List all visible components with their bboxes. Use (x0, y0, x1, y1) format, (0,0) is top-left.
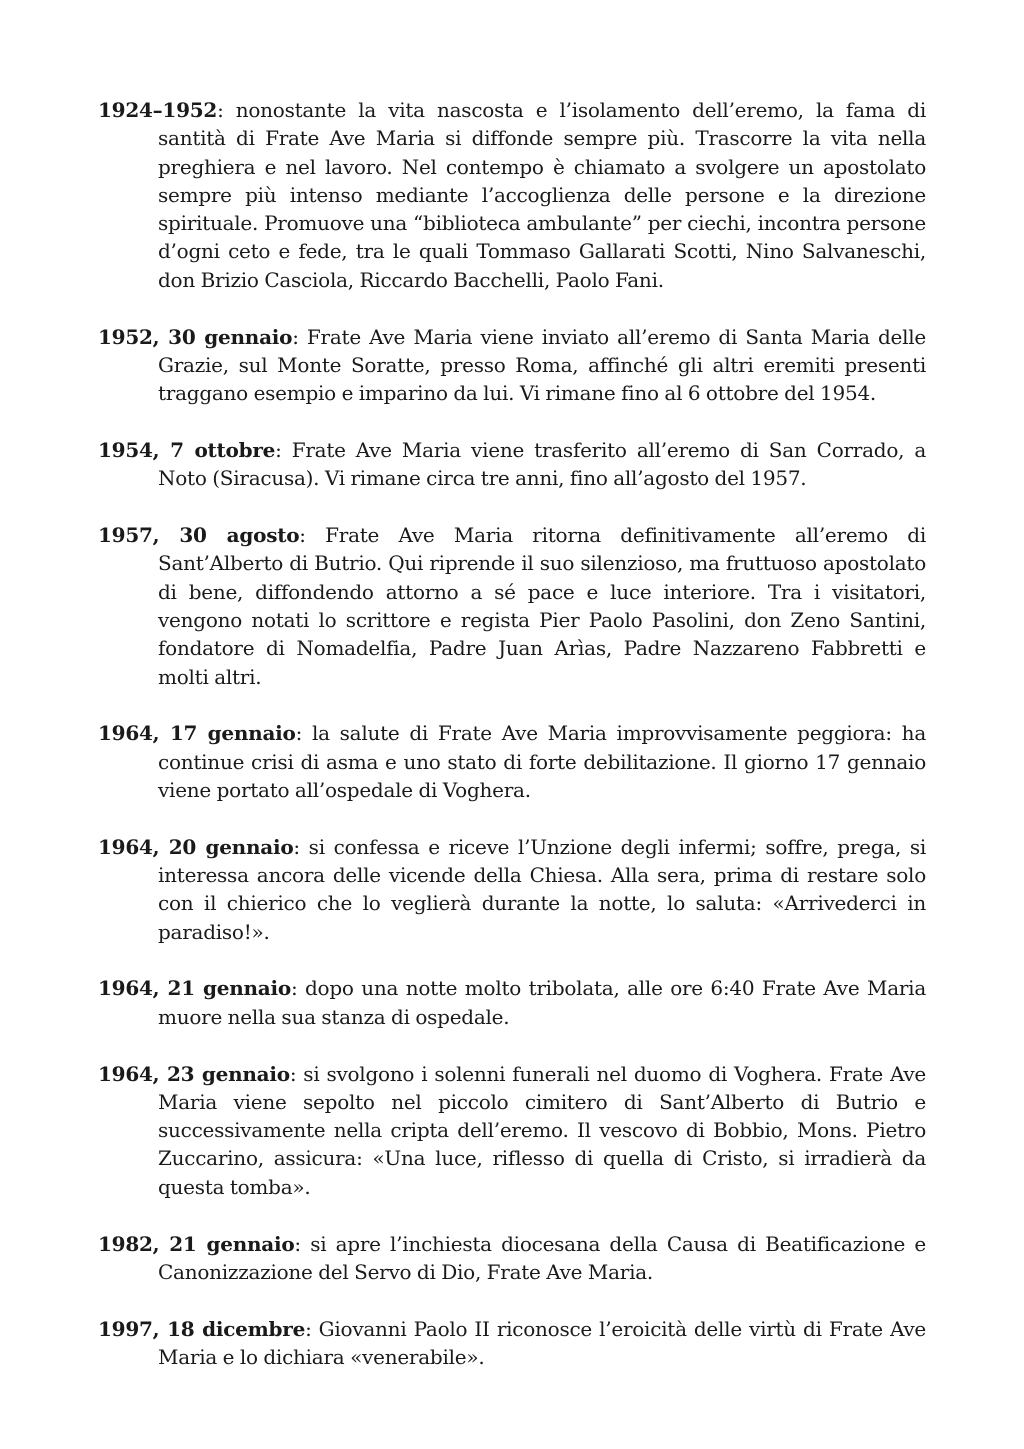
entry-text: : si confessa e riceve l’Unzione degli infermi; soffre, prega, si interessa ancora delle vicende della Chiesa. Alla sera, prima di restare solo con il chierico che lo veglierà durante la notte, lo saluta: «Arrivederci in paradiso!». (158, 834, 926, 944)
timeline-entry (98, 719, 926, 804)
entry-date: 1964, 21 gennaio (98, 976, 291, 1001)
entry-date: 1964, 20 gennaio (98, 834, 294, 859)
entry-date: 1924–1952 (98, 98, 218, 122)
entry-text: : Frate Ave Maria ritorna definitivamente all’eremo di Sant’Alberto di Butrio. Qui riprende il suo silenzioso, ma fruttuoso apostolato di bene, diffondendo attorno a sé pace e luce interiore. Tra i visitatori, vengono notati lo scrittore e regista Pier Paolo Pasolini, don Zeno Santini, fondatore di Nomadelfia, Padre Juan Arìas, Padre Nazzareno Fabbretti e molti altri. (158, 523, 926, 689)
entry-text: : dopo una notte molto tribolata, alle ore 6:40 Frate Ave Maria muore nella sua stanza di ospedale. (158, 976, 926, 1029)
timeline-entry (98, 974, 926, 1031)
entry-text: : Giovanni Paolo II riconosce l’eroicità delle virtù di Frate Ave Maria e lo dichiara «venerabile». (158, 1316, 926, 1369)
entry-text: : la salute di Frate Ave Maria improvvisamente peggiora: ha continue crisi di asma e uno stato di forte debilitazione. Il giorno 17 gennaio viene portato all’ospedale di Voghera. (158, 721, 926, 802)
entry-date: 1957, 30 agosto (98, 523, 300, 548)
timeline-entry (98, 436, 926, 493)
timeline-entry (98, 323, 926, 408)
entry-date: 1964, 23 gennaio (98, 1061, 290, 1086)
timeline-entry (98, 833, 926, 946)
timeline-entry (98, 1230, 926, 1287)
timeline-entry (98, 521, 926, 691)
entry-text: : nonostante la vita nascosta e l’isolamento dell’eremo, la fama di santità di Frate Ave Maria si diffonde sempre più. Trascorre la vita nella preghiera e nel lavoro. Nel contempo è chiamato a svolgere un apostolato sempre più intenso mediante l’accoglienza delle persone e la direzione spirituale. Promuove una “biblioteca ambulante” per ciechi, incontra persone d’ogni ceto e fede, tra le quali Tommaso Gallarati Scotti, Nino Salvaneschi, don Brizio Casciola, Riccardo Bacchelli, Paolo Fani. (158, 98, 926, 292)
timeline-entry (98, 1060, 926, 1201)
entry-date: 1982, 21 gennaio (98, 1231, 295, 1256)
entry-text: : Frate Ave Maria viene trasferito all’eremo di San Corrado, a Noto (Siracusa). Vi rimane circa tre anni, fino all’agosto del 1957. (158, 437, 927, 491)
entry-date: 1952, 30 gennaio (98, 324, 293, 349)
timeline-entry (98, 1315, 926, 1372)
entry-date: 1954, 7 ottobre (98, 437, 276, 462)
entry-date: 1964, 17 gennaio (98, 721, 296, 746)
entry-text: : si svolgono i solenni funerali nel duomo di Voghera. Frate Ave Maria viene sepolto nel piccolo cimitero di Sant’Alberto di Butrio e successivamente nella cripta dell’eremo. Il vescovo di Bobbio, Mons. Pietro Zuccarino, assicura: «Una luce, riflesso di quella di Cristo, si irradierà da questa tomba». (158, 1061, 926, 1199)
entry-text: : si apre l’inchiesta diocesana della Causa di Beatificazione e Canonizzazione del Servo di Dio, Frate Ave Maria. (158, 1231, 926, 1284)
timeline (98, 96, 926, 1400)
timeline-entry (98, 96, 926, 294)
entry-date: 1997, 18 dicembre (98, 1316, 306, 1341)
entry-text: : Frate Ave Maria viene inviato all’eremo di Santa Maria delle Grazie, sul Monte Soratte, presso Roma, affinché gli altri eremiti presenti traggano esempio e imparino da lui. Vi rimane fino al 6 ottobre del 1954. (158, 324, 926, 406)
